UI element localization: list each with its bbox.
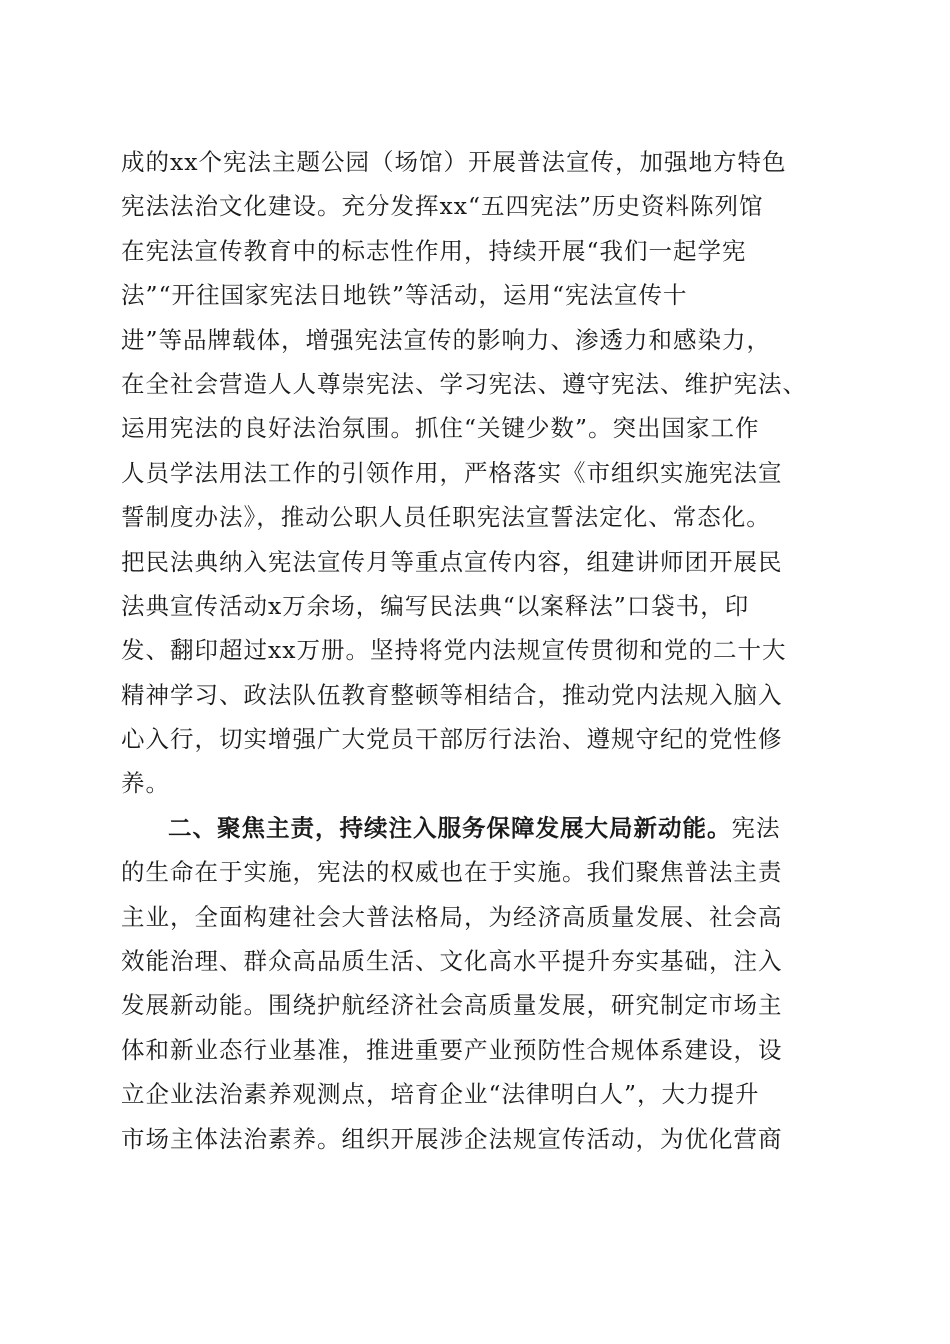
heading-line-rest: 宪法 <box>731 813 781 842</box>
text-line: 把民法典纳入宪法宣传月等重点宣传内容，组建讲师团开展民 <box>121 547 783 576</box>
text-line: 成的xx个宪法主题公园（场馆）开展普法宣传，加强地方特色 <box>121 148 787 176</box>
text-line: 立企业法治素养观测点，培育企业“法律明白人”，大力提升 <box>121 1080 760 1109</box>
text-line: 效能治理、群众高品质生活、文化高水平提升夯实基础，注入 <box>121 947 783 976</box>
text-line: 誓制度办法》，推动公职人员任职宪法宣誓法定化、常态化。 <box>121 503 771 532</box>
text-line: 发展新动能。围绕护航经济社会高质量发展，研究制定市场主 <box>121 991 783 1020</box>
text-line: 的生命在于实施，宪法的权威也在于实施。我们聚焦普法主责 <box>121 858 783 887</box>
text-line: 心入行，切实增强广大党员干部厉行法治、遵规守纪的党性修 <box>121 725 783 754</box>
text-line: 精神学习、政法队伍教育整顿等相结合，推动党内法规入脑入 <box>121 680 783 709</box>
text-line: 法”“开往国家宪法日地铁”等活动，运用“宪法宣传十 <box>121 281 688 310</box>
text-line: 运用宪法的良好法治氛围。抓住“关键少数”。突出国家工作 <box>121 414 760 443</box>
document-body <box>121 140 861 1161</box>
text-line: 发、翻印超过xx万册。坚持将党内法规宣传贯彻和党的二十大 <box>121 636 787 665</box>
text-line: 体和新业态行业基准，推进重要产业预防性合规体系建设，设 <box>121 1035 783 1064</box>
text-line: 进”等品牌载体，增强宪法宣传的影响力、渗透力和感染力， <box>121 325 772 354</box>
text-line: 主业，全面构建社会大普法格局，为经济高质量发展、社会高 <box>121 902 783 931</box>
text-line: 在全社会营造人人尊崇宪法、学习宪法、遵守宪法、维护宪法、 <box>121 369 807 398</box>
text-line: 法典宣传活动x万余场，编写民法典“以案释法”口袋书，印 <box>121 591 750 620</box>
paragraph-2 <box>121 806 861 1161</box>
text-line: 人员学法用法工作的引领作用，严格落实《市组织实施宪法宣 <box>121 458 783 487</box>
text-line: 市场主体法治素养。组织开展涉企法规宣传活动，为优化营商 <box>121 1124 783 1153</box>
text-line: 宪法法治文化建设。充分发挥xx“五四宪法”历史资料陈列馆 <box>121 192 764 221</box>
section-heading-line <box>121 806 861 850</box>
text-line: 养。 <box>121 769 170 798</box>
text-line: 在宪法宣传教育中的标志性作用，持续开展“我们一起学宪 <box>121 236 747 265</box>
paragraph-1 <box>121 140 861 806</box>
section-heading: 二、聚焦主责，持续注入服务保障发展大局新动能。 <box>168 813 732 842</box>
